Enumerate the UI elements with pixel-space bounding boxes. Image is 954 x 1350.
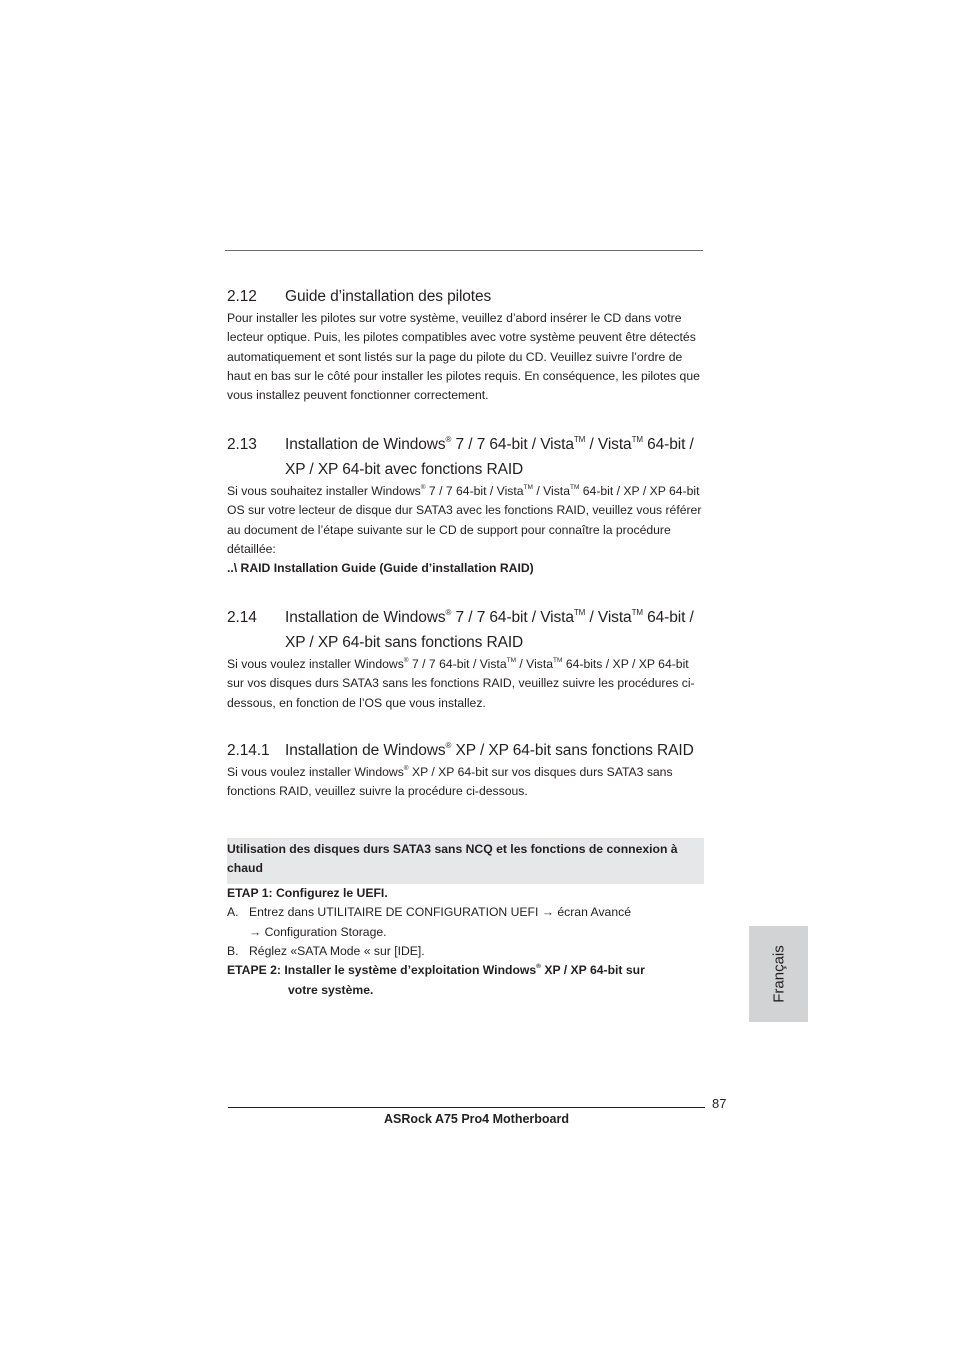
trademark-mark: TM (631, 435, 643, 444)
body-part: 64-bit / XP / XP 64-bit OS sur votre lecteur de disque dur SATA3 avec les fonctions RAID, veuillez vous référer au document de l’étape suivante sur le CD de support pour connaître la procédure détaillée: (227, 484, 702, 556)
body-part: Si vous souhaitez installer Windows (227, 484, 421, 498)
body-part: 7 / 7 64-bit / Vista (408, 657, 507, 671)
section-heading (227, 738, 705, 763)
trademark-mark: TM (631, 608, 643, 617)
section-2-13 (227, 432, 705, 578)
registered-mark: ® (445, 435, 452, 444)
steps (227, 884, 705, 1001)
title-part: Installation de Windows (285, 742, 446, 759)
trademark-mark: TM (553, 657, 563, 664)
registered-mark: ® (403, 657, 409, 664)
title-part: / Vista (585, 436, 632, 453)
trademark-mark: TM (506, 657, 516, 664)
trademark-mark: TM (569, 484, 580, 491)
title-part: XP / XP 64-bit sans fonctions RAID (451, 742, 694, 759)
top-rule (225, 250, 703, 251)
title-part: Installation de Windows (285, 609, 446, 626)
title-part: / Vista (585, 609, 632, 626)
section-heading (227, 432, 705, 482)
body-part: 7 / 7 64-bit / Vista (425, 484, 524, 498)
body-part: Si vous voulez installer Windows (227, 657, 404, 671)
title-part: 7 / 7 64-bit / Vista (451, 436, 574, 453)
step-a-text: Configuration Storage. (261, 924, 387, 939)
body-part: / Vista (532, 484, 570, 498)
note-box (227, 838, 704, 884)
step-a-cont (227, 923, 705, 942)
body-part: Si vous voulez installer Windows (227, 765, 404, 779)
bottom-rule (228, 1107, 705, 1108)
step-1-heading: ETAP 1: Configurez le UEFI. (227, 886, 388, 900)
section-body (227, 482, 705, 559)
trademark-mark: TM (573, 608, 586, 617)
body-part: 64-bits / XP / XP 64-bit sur vos disques durs SATA3 sans les fonctions RAID, veuillez suivre les procédures ci-dessous, en fonction de l’OS que vous installez. (227, 657, 695, 710)
arrow-right-icon: → (541, 905, 554, 920)
section-body: Pour installer les pilotes sur votre système, veuillez d’abord insérer le CD dans votre lecteur optique. Puis, les pilotes compatibles avec votre système peuvent être détectés automatiquement et sont listés sur la page du pilote du CD. Veuillez suivre l’ordre de haut en bas sur le côté pour installer les pilotes requis. En conséquence, les pilotes que vous installez peuvent fonctionner correctement. (227, 311, 700, 403)
footer-text: ASRock A75 Pro4 Motherboard (384, 1112, 569, 1126)
raid-guide-path: ..\ RAID Installation Guide (Guide d’installation RAID) (227, 561, 534, 576)
step-a-label: A. (227, 905, 239, 920)
section-heading (227, 284, 705, 309)
page-number: 87 (712, 1096, 727, 1111)
language-label: Français (770, 945, 787, 1003)
body-part: XP / XP 64-bit sur vos disques durs SATA3 sans fonctions RAID, veuillez suivre la procédure ci-dessous. (227, 765, 673, 799)
title-part: Installation de Windows (285, 436, 446, 453)
section-number: 2.13 (227, 436, 257, 453)
title-part: 64-bit / XP / XP 64-bit sans fonctions RAID (285, 609, 694, 651)
language-tab (749, 926, 808, 1022)
step-b-label: B. (227, 943, 239, 958)
section-2-14-1 (227, 738, 705, 802)
arrow-right-icon: → (249, 924, 262, 939)
step-2-cont: votre système. (288, 983, 374, 998)
section-number: 2.14 (227, 609, 257, 626)
step-b-text: Réglez «SATA Mode « sur [IDE]. (249, 943, 425, 958)
registered-mark: ® (445, 608, 452, 617)
note-text: Utilisation des disques durs SATA3 sans NCQ et les fonctions de connexion à chaud (227, 842, 678, 876)
section-body (227, 763, 705, 802)
title-part: 64-bit / XP / XP 64-bit avec fonctions RAID (285, 436, 694, 478)
registered-mark: ® (536, 963, 541, 971)
body-part: / Vista (516, 657, 554, 671)
trademark-mark: TM (573, 435, 586, 444)
section-title: Guide d’installation des pilotes (285, 288, 492, 305)
title-part: 7 / 7 64-bit / Vista (451, 609, 574, 626)
section-heading (227, 605, 705, 655)
trademark-mark: TM (523, 484, 533, 491)
step-2-heading (227, 961, 705, 980)
registered-mark: ® (403, 765, 409, 772)
section-number: 2.12 (227, 288, 257, 305)
step-a (227, 903, 705, 922)
step-2-text: ETAPE 2: Installer le système d’exploitation Windows (227, 963, 537, 978)
registered-mark: ® (420, 484, 426, 491)
step-b (227, 942, 705, 961)
section-2-14 (227, 605, 705, 713)
registered-mark: ® (445, 741, 452, 750)
step-a-text: écran Avancé (553, 905, 631, 920)
section-number: 2.14.1 (227, 742, 270, 759)
step-a-text: Entrez dans UTILITAIRE DE CONFIGURATION UEFI (249, 905, 539, 920)
step-2-text: XP / XP 64-bit sur (540, 963, 645, 978)
section-2-12 (227, 284, 705, 405)
section-body (227, 655, 705, 713)
